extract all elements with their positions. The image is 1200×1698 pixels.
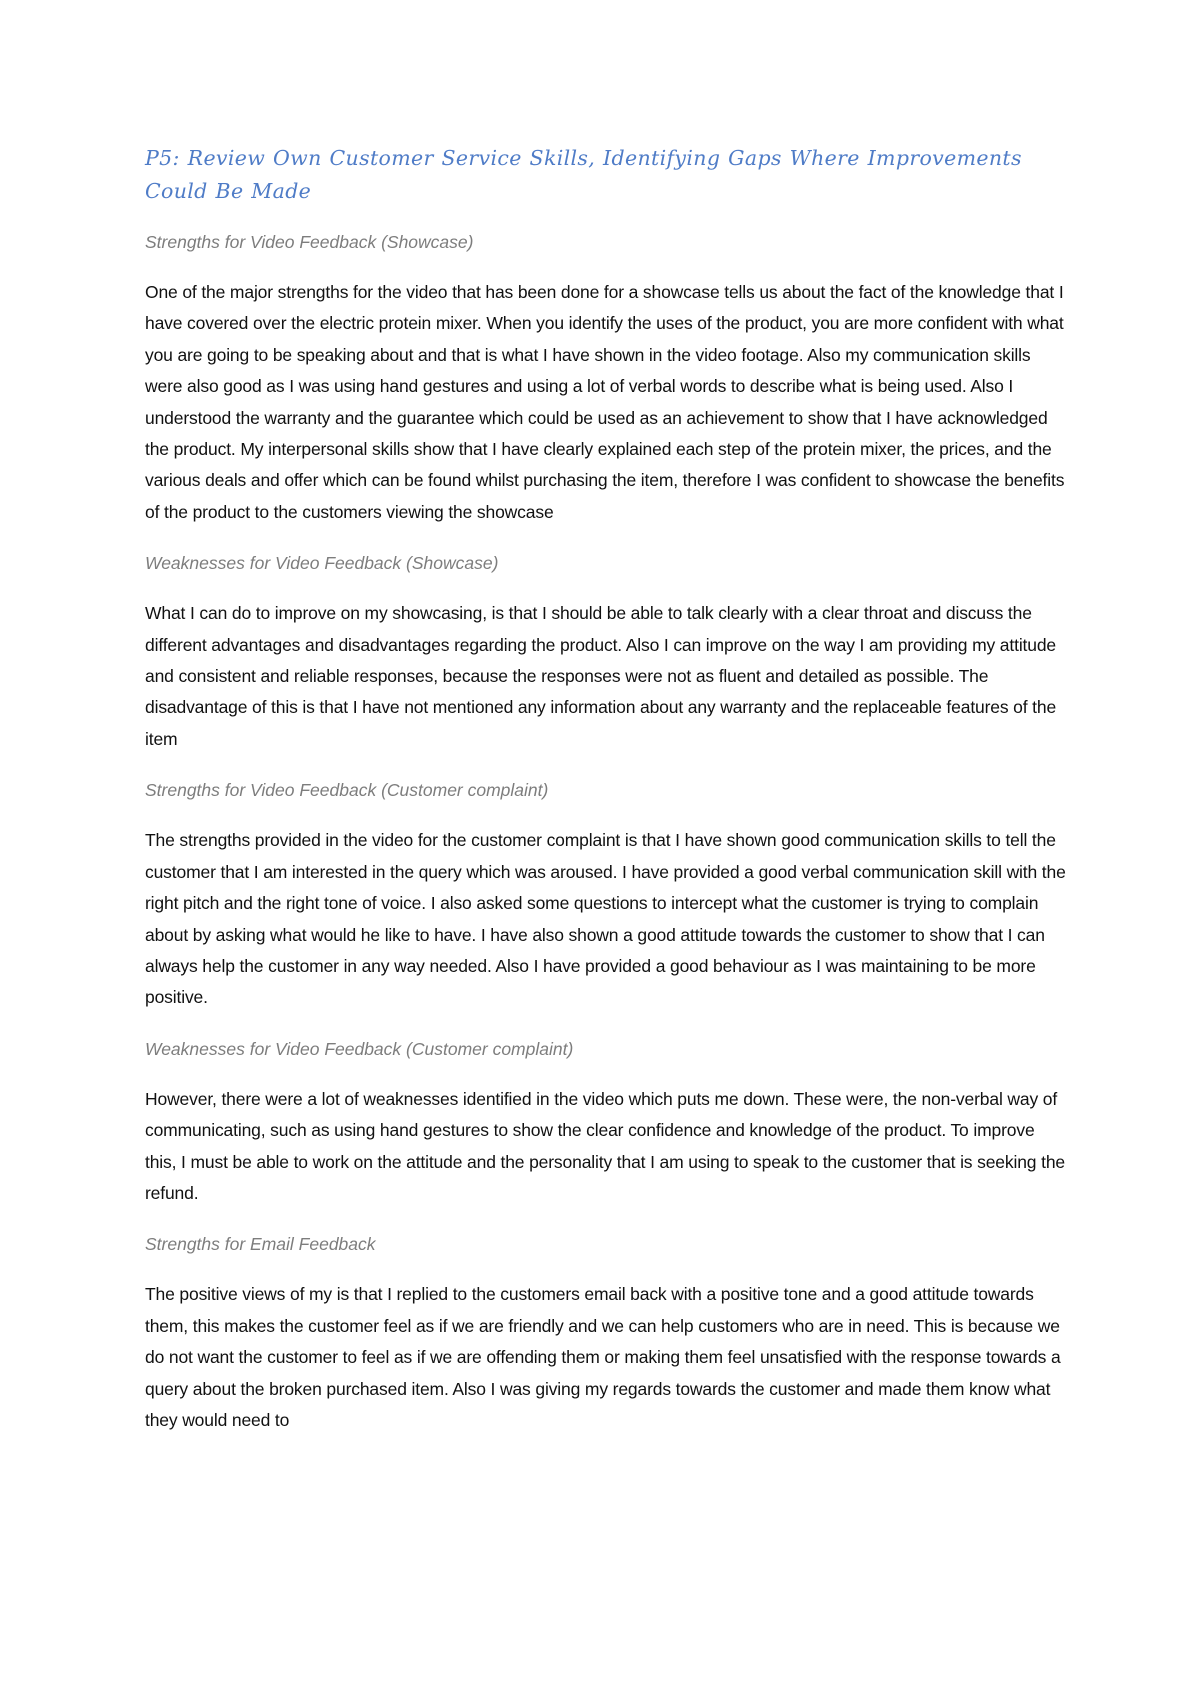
section-heading: Strengths for Video Feedback (Showcase) <box>145 232 474 252</box>
section-strengths-showcase <box>145 229 1070 528</box>
document-content <box>145 142 1070 1458</box>
section-paragraph: However, there were a lot of weaknesses identified in the video which puts me down. These were, the non-verbal way of communicating, such as using hand gestures to show the clear confidence and knowledge of the product. To improve this, I must be able to work on the attitude and the personality that I am using to speak to the customer that is seeking the refund. <box>145 1088 1065 1203</box>
section-heading: Weaknesses for Video Feedback (Showcase) <box>145 553 499 574</box>
section-strengths-complaint <box>145 777 1070 1013</box>
section-strengths-email <box>145 1231 1070 1436</box>
section-heading: Strengths for Email Feedback <box>145 1234 376 1255</box>
section-paragraph: The positive views of my is that I replied to the customers email back with a positive tone and a good attitude towards them, this makes the customer feel as if we are friendly and we can help customers who are in need. This is because we do not want the customer to feel as if we are offending them or making them feel unsatisfied with the response towards a query about the broken purchased item. Also I was giving my regards towards the customer and made them know what they would need to <box>145 1284 1061 1430</box>
section-heading: Strengths for Video Feedback (Customer complaint) <box>145 780 549 801</box>
section-weaknesses-complaint <box>145 1036 1070 1210</box>
section-paragraph: One of the major strengths for the video that has been done for a showcase tells us about the fact of the knowledge that I have covered over the electric protein mixer. When you identify the uses of the product, you are more confident with what you are going to be speaking about and that is what I have shown in the video footage. Also my communication skills were also good as I was using hand gestures and using a lot of verbal words to describe what is being used. Also I understood the warranty and the guarantee which could be used as an achievement to show that I have acknowledged the product. My interpersonal skills show that I have clearly explained each step of the protein mixer, the prices, and the various deals and offer which can be found whilst purchasing the item, therefore I was confident to showcase the benefits of the product to the customers viewing the showcase <box>145 282 1065 522</box>
section-paragraph: What I can do to improve on my showcasing, is that I should be able to talk clearly with a clear throat and discuss the different advantages and disadvantages regarding the product. Also I can improve on the way I am providing my attitude and consistent and reliable responses, because the responses were not as fluent and detailed as possible. The disadvantage of this is that I have not mentioned any information about any warranty and the replaceable features of the item <box>145 603 1057 749</box>
section-weaknesses-showcase <box>145 550 1070 755</box>
section-paragraph: The strengths provided in the video for the customer complaint is that I have shown good communication skills to tell the customer that I am interested in the query which was aroused. I have provided a good verbal communication skill with the right pitch and the right tone of voice. I also asked some questions to intercept what the customer is trying to complain about by asking what would he like to have. I have also shown a good attitude towards the customer to show that I can always help the customer in any way needed. Also I have provided a good behaviour as I was maintaining to be more positive. <box>145 830 1066 1008</box>
section-heading: Weaknesses for Video Feedback (Customer complaint) <box>145 1038 574 1059</box>
document-title: P5: Review Own Customer Service Skills, Identifying Gaps Where Improvements Could Be Made <box>145 146 1022 203</box>
